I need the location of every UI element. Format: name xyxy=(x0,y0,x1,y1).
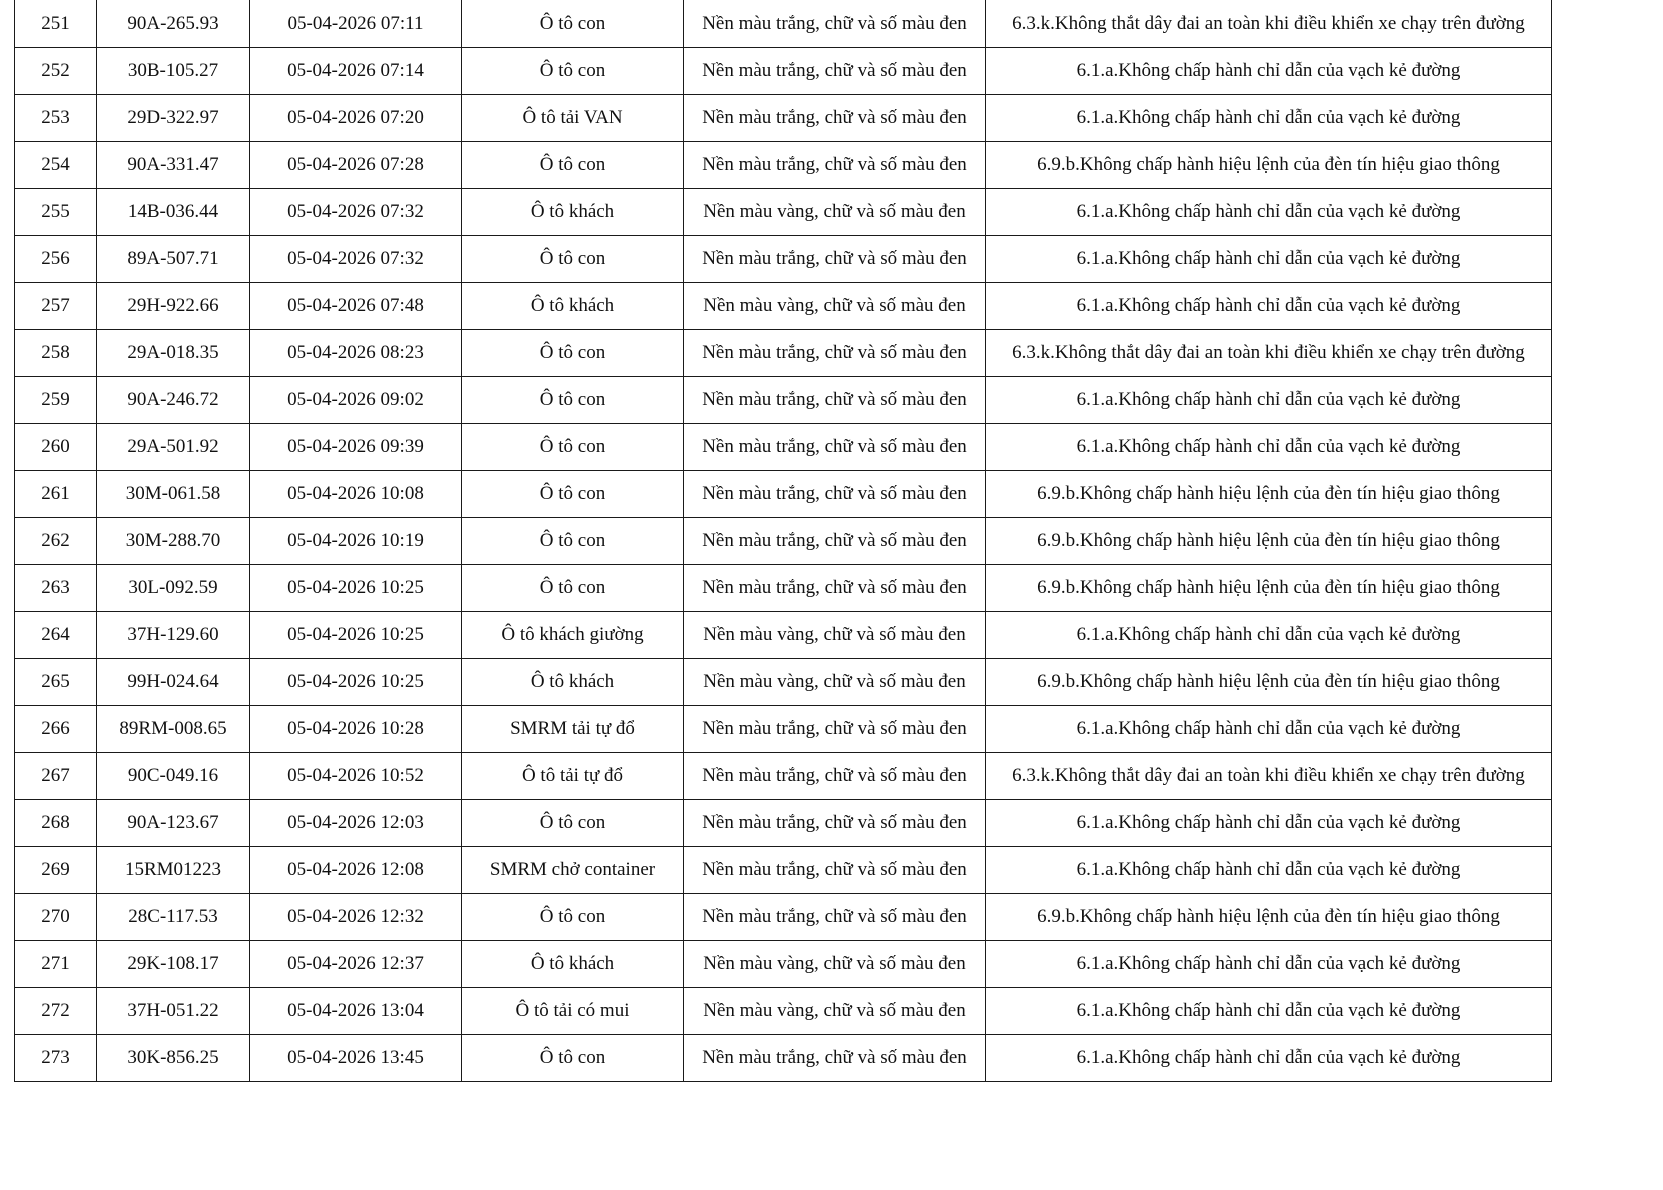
license-plate-cell: 29A-501.92 xyxy=(97,424,250,471)
plate-color-cell: Nền màu trắng, chữ và số màu đen xyxy=(684,471,986,518)
violation-time-cell: 05-04-2026 07:48 xyxy=(250,283,462,330)
license-plate-cell: 29H-922.66 xyxy=(97,283,250,330)
row-number-cell: 252 xyxy=(15,48,97,95)
table-row xyxy=(15,706,1552,753)
vehicle-type-cell: Ô tô khách xyxy=(462,283,684,330)
license-plate-cell: 30M-061.58 xyxy=(97,471,250,518)
table-row xyxy=(15,894,1552,941)
violation-time-cell: 05-04-2026 07:32 xyxy=(250,189,462,236)
plate-color-cell: Nền màu trắng, chữ và số màu đen xyxy=(684,706,986,753)
violation-time-cell: 05-04-2026 12:03 xyxy=(250,800,462,847)
license-plate-cell: 30M-288.70 xyxy=(97,518,250,565)
vehicle-type-cell: Ô tô khách xyxy=(462,941,684,988)
table-row xyxy=(15,95,1552,142)
table-row xyxy=(15,847,1552,894)
row-number-cell: 267 xyxy=(15,753,97,800)
row-number-cell: 260 xyxy=(15,424,97,471)
plate-color-cell: Nền màu trắng, chữ và số màu đen xyxy=(684,565,986,612)
vehicle-type-cell: Ô tô tải tự đổ xyxy=(462,753,684,800)
row-number-cell: 272 xyxy=(15,988,97,1035)
vehicle-type-cell: Ô tô con xyxy=(462,236,684,283)
row-number-cell: 265 xyxy=(15,659,97,706)
violation-description-cell: 6.1.a.Không chấp hành chỉ dẫn của vạch kẻ đường xyxy=(986,189,1552,236)
table-row xyxy=(15,659,1552,706)
row-number-cell: 273 xyxy=(15,1035,97,1082)
table-row xyxy=(15,518,1552,565)
violation-description-cell: 6.9.b.Không chấp hành hiệu lệnh của đèn tín hiệu giao thông xyxy=(986,894,1552,941)
table-row xyxy=(15,283,1552,330)
license-plate-cell: 90A-331.47 xyxy=(97,142,250,189)
license-plate-cell: 90C-049.16 xyxy=(97,753,250,800)
plate-color-cell: Nền màu trắng, chữ và số màu đen xyxy=(684,424,986,471)
row-number-cell: 268 xyxy=(15,800,97,847)
table-row xyxy=(15,330,1552,377)
license-plate-cell: 14B-036.44 xyxy=(97,189,250,236)
vehicle-type-cell: Ô tô con xyxy=(462,377,684,424)
violation-time-cell: 05-04-2026 08:23 xyxy=(250,330,462,377)
table-row xyxy=(15,471,1552,518)
plate-color-cell: Nền màu vàng, chữ và số màu đen xyxy=(684,988,986,1035)
table-row xyxy=(15,48,1552,95)
plate-color-cell: Nền màu trắng, chữ và số màu đen xyxy=(684,518,986,565)
violation-time-cell: 05-04-2026 07:32 xyxy=(250,236,462,283)
table-row xyxy=(15,142,1552,189)
row-number-cell: 254 xyxy=(15,142,97,189)
table-row xyxy=(15,612,1552,659)
table-row xyxy=(15,236,1552,283)
license-plate-cell: 90A-123.67 xyxy=(97,800,250,847)
violation-description-cell: 6.9.b.Không chấp hành hiệu lệnh của đèn tín hiệu giao thông xyxy=(986,659,1552,706)
row-number-cell: 271 xyxy=(15,941,97,988)
plate-color-cell: Nền màu trắng, chữ và số màu đen xyxy=(684,95,986,142)
violation-description-cell: 6.9.b.Không chấp hành hiệu lệnh của đèn tín hiệu giao thông xyxy=(986,565,1552,612)
table-row xyxy=(15,424,1552,471)
violation-time-cell: 05-04-2026 12:37 xyxy=(250,941,462,988)
plate-color-cell: Nền màu vàng, chữ và số màu đen xyxy=(684,283,986,330)
violation-time-cell: 05-04-2026 10:25 xyxy=(250,659,462,706)
violation-description-cell: 6.9.b.Không chấp hành hiệu lệnh của đèn tín hiệu giao thông xyxy=(986,471,1552,518)
license-plate-cell: 29K-108.17 xyxy=(97,941,250,988)
vehicle-type-cell: Ô tô con xyxy=(462,48,684,95)
row-number-cell: 251 xyxy=(15,0,97,48)
row-number-cell: 253 xyxy=(15,95,97,142)
vehicle-type-cell: Ô tô con xyxy=(462,1035,684,1082)
plate-color-cell: Nền màu trắng, chữ và số màu đen xyxy=(684,0,986,48)
violation-description-cell: 6.1.a.Không chấp hành chỉ dẫn của vạch kẻ đường xyxy=(986,706,1552,753)
violation-time-cell: 05-04-2026 07:11 xyxy=(250,0,462,48)
violation-description-cell: 6.1.a.Không chấp hành chỉ dẫn của vạch kẻ đường xyxy=(986,95,1552,142)
license-plate-cell: 29A-018.35 xyxy=(97,330,250,377)
license-plate-cell: 30B-105.27 xyxy=(97,48,250,95)
vehicle-type-cell: Ô tô con xyxy=(462,0,684,48)
violation-time-cell: 05-04-2026 09:02 xyxy=(250,377,462,424)
violation-time-cell: 05-04-2026 10:25 xyxy=(250,612,462,659)
violation-description-cell: 6.1.a.Không chấp hành chỉ dẫn của vạch kẻ đường xyxy=(986,800,1552,847)
vehicle-type-cell: Ô tô con xyxy=(462,518,684,565)
row-number-cell: 263 xyxy=(15,565,97,612)
license-plate-cell: 37H-129.60 xyxy=(97,612,250,659)
table-row xyxy=(15,0,1552,48)
vehicle-type-cell: Ô tô khách xyxy=(462,659,684,706)
license-plate-cell: 28C-117.53 xyxy=(97,894,250,941)
violation-description-cell: 6.9.b.Không chấp hành hiệu lệnh của đèn tín hiệu giao thông xyxy=(986,518,1552,565)
plate-color-cell: Nền màu trắng, chữ và số màu đen xyxy=(684,48,986,95)
vehicle-type-cell: Ô tô con xyxy=(462,330,684,377)
violation-description-cell: 6.3.k.Không thắt dây đai an toàn khi điều khiển xe chạy trên đường xyxy=(986,0,1552,48)
violation-time-cell: 05-04-2026 12:32 xyxy=(250,894,462,941)
license-plate-cell: 29D-322.97 xyxy=(97,95,250,142)
violation-time-cell: 05-04-2026 10:28 xyxy=(250,706,462,753)
violation-table-body xyxy=(15,0,1552,1082)
violation-description-cell: 6.1.a.Không chấp hành chỉ dẫn của vạch kẻ đường xyxy=(986,1035,1552,1082)
row-number-cell: 270 xyxy=(15,894,97,941)
row-number-cell: 255 xyxy=(15,189,97,236)
vehicle-type-cell: Ô tô con xyxy=(462,565,684,612)
license-plate-cell: 99H-024.64 xyxy=(97,659,250,706)
plate-color-cell: Nền màu trắng, chữ và số màu đen xyxy=(684,847,986,894)
table-row xyxy=(15,1035,1552,1082)
vehicle-type-cell: SMRM tải tự đổ xyxy=(462,706,684,753)
violation-description-cell: 6.1.a.Không chấp hành chỉ dẫn của vạch kẻ đường xyxy=(986,377,1552,424)
vehicle-type-cell: Ô tô con xyxy=(462,800,684,847)
violation-description-cell: 6.3.k.Không thắt dây đai an toàn khi điều khiển xe chạy trên đường xyxy=(986,753,1552,800)
vehicle-type-cell: SMRM chở container xyxy=(462,847,684,894)
violation-time-cell: 05-04-2026 07:14 xyxy=(250,48,462,95)
plate-color-cell: Nền màu vàng, chữ và số màu đen xyxy=(684,659,986,706)
violation-time-cell: 05-04-2026 13:45 xyxy=(250,1035,462,1082)
table-row xyxy=(15,988,1552,1035)
plate-color-cell: Nền màu trắng, chữ và số màu đen xyxy=(684,800,986,847)
row-number-cell: 259 xyxy=(15,377,97,424)
table-row xyxy=(15,377,1552,424)
table-row xyxy=(15,800,1552,847)
plate-color-cell: Nền màu vàng, chữ và số màu đen xyxy=(684,612,986,659)
row-number-cell: 256 xyxy=(15,236,97,283)
violation-time-cell: 05-04-2026 07:28 xyxy=(250,142,462,189)
row-number-cell: 269 xyxy=(15,847,97,894)
license-plate-cell: 37H-051.22 xyxy=(97,988,250,1035)
violation-description-cell: 6.1.a.Không chấp hành chỉ dẫn của vạch kẻ đường xyxy=(986,236,1552,283)
license-plate-cell: 90A-246.72 xyxy=(97,377,250,424)
violation-time-cell: 05-04-2026 10:25 xyxy=(250,565,462,612)
row-number-cell: 258 xyxy=(15,330,97,377)
violation-table xyxy=(14,0,1552,1082)
row-number-cell: 264 xyxy=(15,612,97,659)
plate-color-cell: Nền màu vàng, chữ và số màu đen xyxy=(684,189,986,236)
plate-color-cell: Nền màu trắng, chữ và số màu đen xyxy=(684,236,986,283)
vehicle-type-cell: Ô tô con xyxy=(462,894,684,941)
plate-color-cell: Nền màu trắng, chữ và số màu đen xyxy=(684,142,986,189)
vehicle-type-cell: Ô tô tải có mui xyxy=(462,988,684,1035)
violation-time-cell: 05-04-2026 10:52 xyxy=(250,753,462,800)
license-plate-cell: 89A-507.71 xyxy=(97,236,250,283)
plate-color-cell: Nền màu trắng, chữ và số màu đen xyxy=(684,894,986,941)
table-row xyxy=(15,565,1552,612)
plate-color-cell: Nền màu trắng, chữ và số màu đen xyxy=(684,330,986,377)
violation-description-cell: 6.1.a.Không chấp hành chỉ dẫn của vạch kẻ đường xyxy=(986,988,1552,1035)
violation-description-cell: 6.3.k.Không thắt dây đai an toàn khi điều khiển xe chạy trên đường xyxy=(986,330,1552,377)
row-number-cell: 262 xyxy=(15,518,97,565)
license-plate-cell: 89RM-008.65 xyxy=(97,706,250,753)
row-number-cell: 257 xyxy=(15,283,97,330)
row-number-cell: 266 xyxy=(15,706,97,753)
row-number-cell: 261 xyxy=(15,471,97,518)
violation-description-cell: 6.1.a.Không chấp hành chỉ dẫn của vạch kẻ đường xyxy=(986,941,1552,988)
vehicle-type-cell: Ô tô con xyxy=(462,471,684,518)
plate-color-cell: Nền màu vàng, chữ và số màu đen xyxy=(684,941,986,988)
license-plate-cell: 30L-092.59 xyxy=(97,565,250,612)
violation-description-cell: 6.1.a.Không chấp hành chỉ dẫn của vạch kẻ đường xyxy=(986,424,1552,471)
table-row xyxy=(15,753,1552,800)
vehicle-type-cell: Ô tô con xyxy=(462,424,684,471)
violation-description-cell: 6.1.a.Không chấp hành chỉ dẫn của vạch kẻ đường xyxy=(986,48,1552,95)
license-plate-cell: 15RM01223 xyxy=(97,847,250,894)
vehicle-type-cell: Ô tô khách giường xyxy=(462,612,684,659)
vehicle-type-cell: Ô tô tải VAN xyxy=(462,95,684,142)
violation-time-cell: 05-04-2026 09:39 xyxy=(250,424,462,471)
plate-color-cell: Nền màu trắng, chữ và số màu đen xyxy=(684,377,986,424)
license-plate-cell: 30K-856.25 xyxy=(97,1035,250,1082)
violation-time-cell: 05-04-2026 07:20 xyxy=(250,95,462,142)
license-plate-cell: 90A-265.93 xyxy=(97,0,250,48)
violation-description-cell: 6.1.a.Không chấp hành chỉ dẫn của vạch kẻ đường xyxy=(986,612,1552,659)
violation-description-cell: 6.1.a.Không chấp hành chỉ dẫn của vạch kẻ đường xyxy=(986,283,1552,330)
table-row xyxy=(15,941,1552,988)
plate-color-cell: Nền màu trắng, chữ và số màu đen xyxy=(684,1035,986,1082)
plate-color-cell: Nền màu trắng, chữ và số màu đen xyxy=(684,753,986,800)
violation-time-cell: 05-04-2026 13:04 xyxy=(250,988,462,1035)
violation-time-cell: 05-04-2026 10:19 xyxy=(250,518,462,565)
violation-time-cell: 05-04-2026 12:08 xyxy=(250,847,462,894)
violation-description-cell: 6.1.a.Không chấp hành chỉ dẫn của vạch kẻ đường xyxy=(986,847,1552,894)
violation-description-cell: 6.9.b.Không chấp hành hiệu lệnh của đèn tín hiệu giao thông xyxy=(986,142,1552,189)
violation-time-cell: 05-04-2026 10:08 xyxy=(250,471,462,518)
vehicle-type-cell: Ô tô khách xyxy=(462,189,684,236)
table-row xyxy=(15,189,1552,236)
vehicle-type-cell: Ô tô con xyxy=(462,142,684,189)
violation-table-container xyxy=(14,0,1552,1082)
